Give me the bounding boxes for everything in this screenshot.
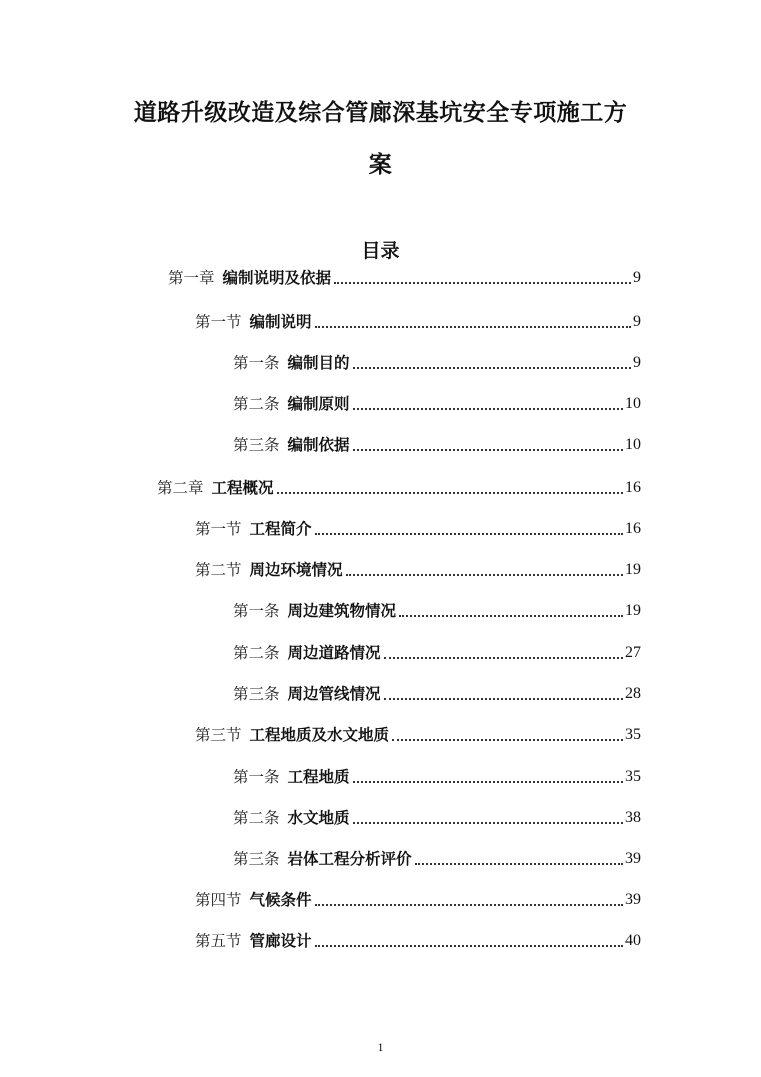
toc-entry-article[interactable] [233,680,641,704]
toc-entry-page: 35 [625,768,641,785]
document-title-line-1: 道路升级改造及综合管廊深基坑安全专项施工方 [133,100,628,126]
toc-entry-prefix: 第二节 [195,561,242,579]
toc-dot-leader [353,449,623,451]
toc-dot-leader [277,492,623,494]
toc-entry-title: 工程简介 [249,520,312,538]
toc-entry-page: 27 [625,644,641,661]
toc-entry-prefix: 第一条 [233,768,280,786]
toc-entry-title: 工程地质 [287,768,350,786]
toc-entry-prefix: 第一节 [195,520,242,538]
toc-entry-article[interactable] [233,597,641,621]
toc-entry-section[interactable] [195,556,641,580]
toc-entry-prefix: 第二条 [233,809,280,827]
toc-dot-leader [315,326,631,328]
toc-dot-leader [415,863,623,865]
toc-entry-page: 38 [625,809,641,826]
toc-entry-prefix: 第四节 [195,891,242,909]
toc-entry-page: 19 [625,561,641,578]
toc-entry-title: 工程概况 [211,479,274,497]
toc-entry-title: 编制原则 [287,395,350,413]
toc-entry-page: 10 [625,395,641,412]
toc-dot-leader [353,822,623,824]
toc-dot-leader [315,533,623,535]
document-title-line-2: 案 [368,152,393,178]
toc-entry-section[interactable] [195,308,641,332]
toc-entry-page: 16 [625,520,641,537]
toc-entry-title: 周边环境情况 [249,561,343,579]
toc-entry-title: 水文地质 [287,809,350,827]
toc-dot-leader [384,698,623,700]
toc-dot-leader [353,781,623,783]
toc-dot-leader [315,945,623,947]
toc-entry-article[interactable] [233,763,641,787]
toc-entry-prefix: 第三节 [195,726,242,744]
toc-entry-title: 编制目的 [287,354,350,372]
toc-entry-article[interactable] [233,804,641,828]
toc-entry-prefix: 第三条 [233,850,280,868]
toc-entry-page: 39 [625,891,641,908]
toc-entry-title: 周边管线情况 [287,685,381,703]
toc-entry-section[interactable] [195,721,641,745]
toc-entry-title: 工程地质及水文地质 [249,726,390,744]
toc-entry-page: 39 [625,850,641,867]
toc-entry-section[interactable] [195,886,641,910]
toc-entry-title: 编制说明 [249,313,312,331]
toc-dot-leader [346,574,623,576]
toc-entry-page: 9 [633,269,641,286]
toc-entry-page: 35 [625,726,641,743]
toc-entry-title: 周边建筑物情况 [287,602,397,620]
toc-entry-prefix: 第三条 [233,436,280,454]
toc-entry-page: 16 [625,479,641,496]
toc-entry-chapter[interactable] [157,474,641,498]
toc-entry-prefix: 第一条 [233,602,280,620]
toc-entry-title: 周边道路情况 [287,644,381,662]
toc-dot-leader [353,408,623,410]
toc-entry-prefix: 第一条 [233,354,280,372]
toc-entry-page: 9 [633,313,641,330]
toc-entry-article[interactable] [233,349,641,373]
toc-dot-leader [384,657,623,659]
toc-entry-title: 岩体工程分析评价 [287,850,412,868]
toc-entry-section[interactable] [195,927,641,951]
toc-entry-prefix: 第一节 [195,313,242,331]
toc-entry-article[interactable] [233,639,641,663]
toc-entry-article[interactable] [233,431,641,455]
toc-entry-page: 28 [625,685,641,702]
toc-entry-page: 19 [625,602,641,619]
toc-dot-leader [399,615,623,617]
page-number: 1 [377,1040,384,1054]
toc-entry-prefix: 第二章 [157,479,204,497]
toc-entry-prefix: 第三条 [233,685,280,703]
toc-entry-page: 9 [633,354,641,371]
toc-entry-title: 气候条件 [249,891,312,909]
toc-entry-section[interactable] [195,515,641,539]
toc-entry-chapter[interactable] [168,264,641,288]
toc-entry-prefix: 第一章 [168,269,215,287]
toc-entry-prefix: 第二条 [233,644,280,662]
toc-entry-page: 40 [625,932,641,949]
toc-entry-prefix: 第五节 [195,932,242,950]
toc-entry-page: 10 [625,436,641,453]
toc-dot-leader [315,904,623,906]
toc-entry-title: 编制依据 [287,436,350,454]
toc-entry-article[interactable] [233,845,641,869]
toc-dot-leader [392,739,623,741]
toc-entry-title: 管廊设计 [249,932,312,950]
toc-entry-article[interactable] [233,390,641,414]
toc-entry-title: 编制说明及依据 [222,269,332,287]
toc-dot-leader [353,367,631,369]
toc-dot-leader [334,282,631,284]
toc-heading: 目录 [361,240,400,262]
toc-entry-prefix: 第二条 [233,395,280,413]
